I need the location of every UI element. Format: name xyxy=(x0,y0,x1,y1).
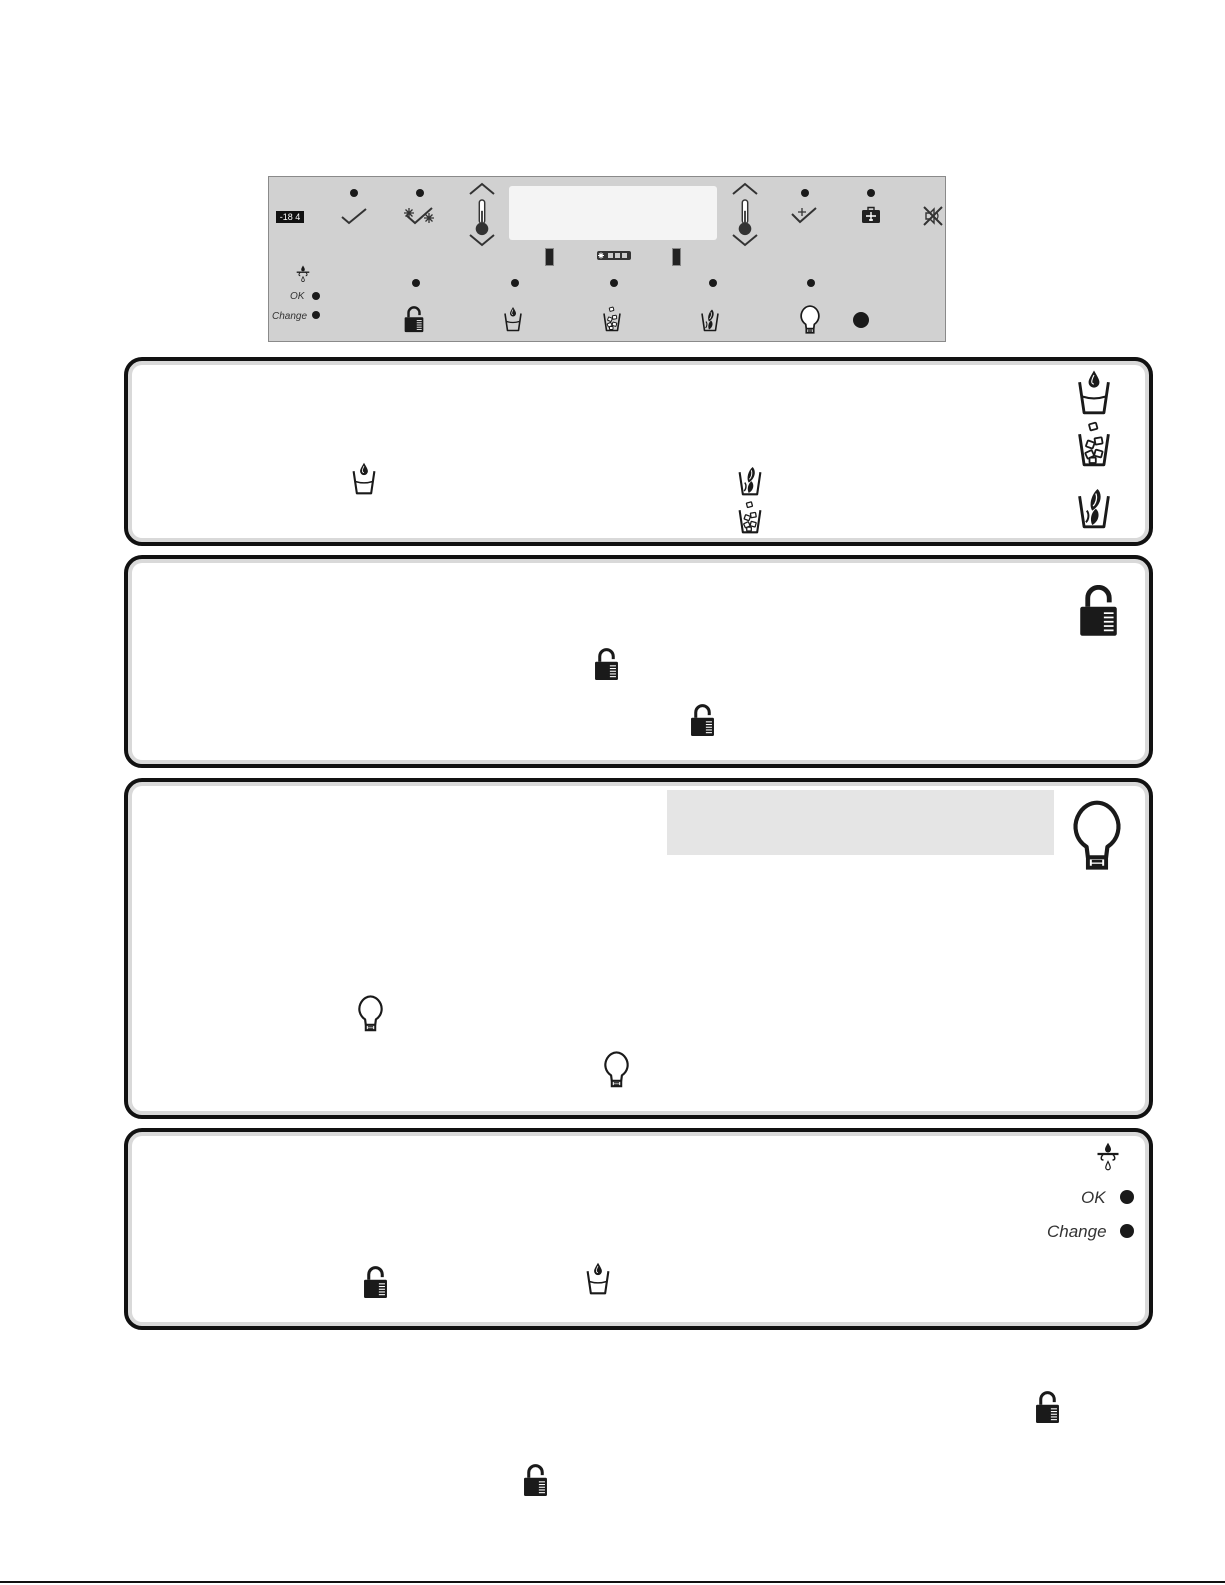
super-cool-icon xyxy=(789,206,819,224)
panel-filter-change-label: Change xyxy=(272,311,308,322)
checkmark-icon xyxy=(340,207,368,225)
inline-lock-icon xyxy=(362,1266,389,1299)
super-cool-button[interactable] xyxy=(789,206,819,224)
panel-filter-icon xyxy=(294,265,312,283)
inline-lock-icon xyxy=(522,1464,549,1497)
alarm-off-button[interactable] xyxy=(922,205,944,227)
vacation-button[interactable] xyxy=(861,206,881,224)
lock-section xyxy=(124,555,1153,768)
chevron-up-icon xyxy=(468,182,496,196)
freezer-temp-up-button[interactable] xyxy=(468,182,496,196)
lock-icon xyxy=(403,306,425,333)
mode-indicator-icon xyxy=(597,251,631,260)
section-cubed-ice-glass-icon xyxy=(1076,421,1112,469)
inline-light-bulb-icon xyxy=(357,995,384,1033)
inline-light-bulb-icon xyxy=(603,1051,630,1089)
crushed-ice-glass-icon xyxy=(700,306,720,333)
super-freeze-button[interactable] xyxy=(402,205,436,225)
light-led xyxy=(807,279,815,287)
mode-indicator xyxy=(597,251,631,260)
inline-water-glass-icon xyxy=(351,461,377,497)
light-button[interactable] xyxy=(799,305,821,335)
super-freeze-led xyxy=(416,189,424,197)
page-bottom-rule xyxy=(0,1581,1225,1583)
fridge-temp-down-button[interactable] xyxy=(731,233,759,247)
fridge-indicator-bar xyxy=(672,248,681,266)
highlighted-note-field xyxy=(667,790,1054,855)
check-led xyxy=(350,189,358,197)
crushed-ice-button[interactable] xyxy=(700,306,720,333)
cubed-ice-button[interactable] xyxy=(602,306,622,333)
inline-lock-icon xyxy=(593,648,620,681)
lock-button[interactable] xyxy=(403,306,425,333)
filter-ok-label: OK xyxy=(1081,1188,1106,1207)
filter-section xyxy=(124,1128,1153,1330)
power-button[interactable] xyxy=(853,312,869,328)
section-light-bulb-icon xyxy=(1071,800,1123,873)
panel-filter-change-led xyxy=(312,311,320,319)
lcd-display xyxy=(509,186,717,240)
section-water-filter-icon xyxy=(1093,1142,1123,1172)
check-button[interactable] xyxy=(340,207,368,225)
chevron-up-icon xyxy=(731,182,759,196)
dispenser-section xyxy=(124,357,1153,546)
inline-cubed-ice-glass-icon xyxy=(737,500,763,536)
water-glass-icon xyxy=(503,306,523,333)
freezer-temp-badge: -18 4 xyxy=(276,211,304,223)
chevron-down-icon xyxy=(468,233,496,247)
super-cool-led xyxy=(801,189,809,197)
freezer-indicator-bar xyxy=(545,248,554,266)
alarm-off-icon xyxy=(922,205,944,227)
panel-filter-ok-led xyxy=(312,292,320,300)
freezer-temp-down-button[interactable] xyxy=(468,233,496,247)
water-button[interactable] xyxy=(503,306,523,333)
fridge-temp-up-button[interactable] xyxy=(731,182,759,196)
freezer-thermometer-icon xyxy=(473,198,491,238)
inline-lock-icon xyxy=(689,704,716,737)
cubed-ice-glass-icon xyxy=(602,306,622,333)
fridge-thermometer-icon xyxy=(736,198,754,238)
filter-change-led xyxy=(1120,1224,1134,1238)
filter-ok-led xyxy=(1120,1190,1134,1204)
section-crushed-ice-glass-icon xyxy=(1076,483,1112,531)
crushed-ice-led xyxy=(709,279,717,287)
inline-crushed-ice-glass-icon xyxy=(737,462,763,498)
filter-change-label: Change xyxy=(1047,1222,1107,1241)
inline-lock-icon xyxy=(1034,1391,1061,1424)
snowflake-check-icon xyxy=(402,205,436,225)
section-lock-icon xyxy=(1077,585,1120,637)
vacation-led xyxy=(867,189,875,197)
suitcase-airplane-icon xyxy=(861,206,881,224)
light-bulb-icon xyxy=(799,305,821,335)
water-led xyxy=(511,279,519,287)
chevron-down-icon xyxy=(731,233,759,247)
cubed-ice-led xyxy=(610,279,618,287)
section-water-glass-icon xyxy=(1076,369,1112,417)
panel-filter-ok-label: OK xyxy=(290,291,305,302)
lock-led xyxy=(412,279,420,287)
inline-water-glass-icon xyxy=(585,1261,611,1297)
